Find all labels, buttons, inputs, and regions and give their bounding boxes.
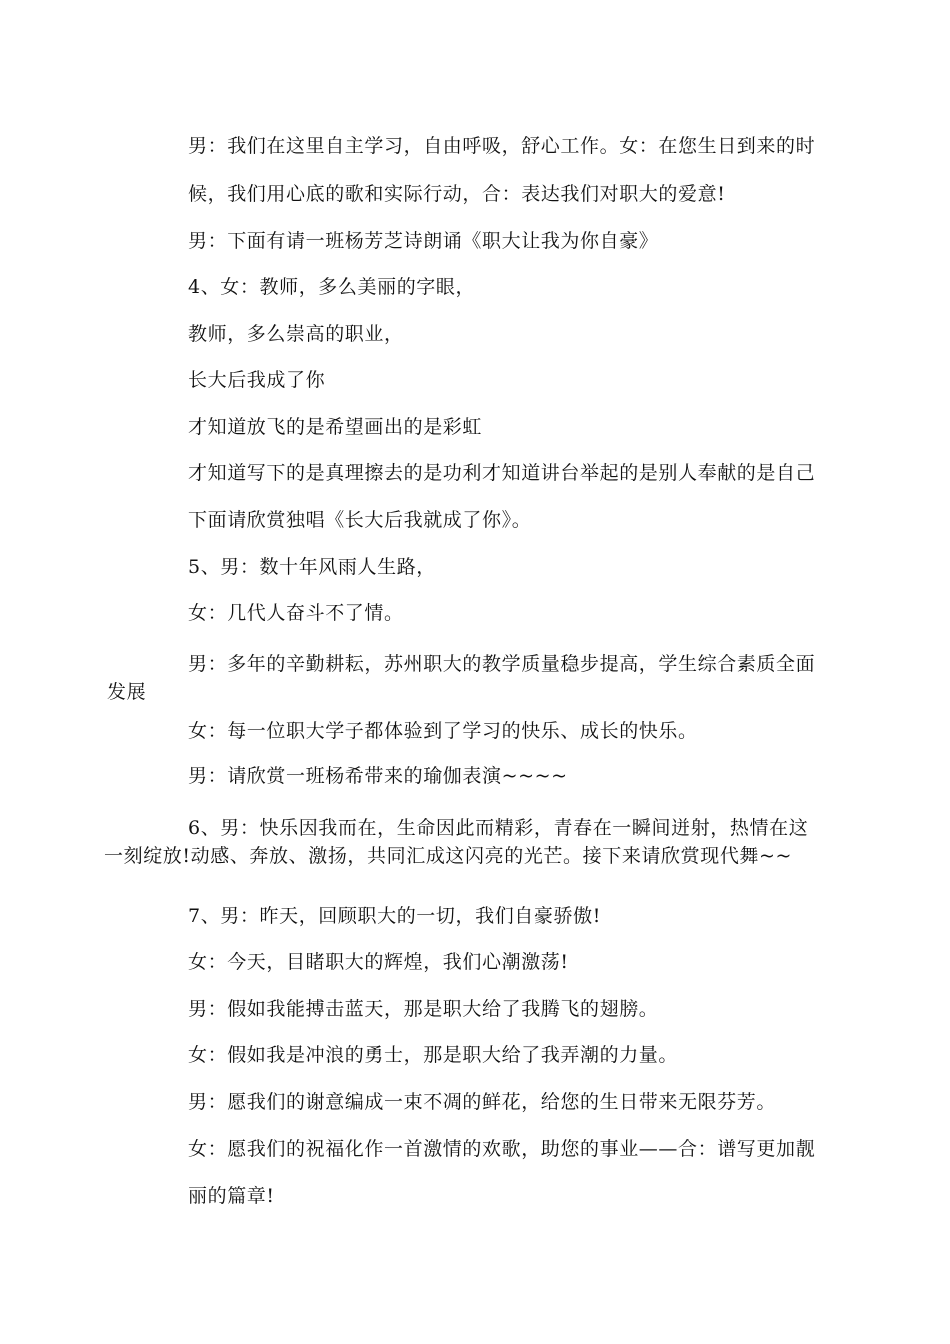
text-line: 教师，多么崇高的职业， xyxy=(188,323,404,345)
text-line: 男：下面有请一班杨芳芝诗朗诵《职大让我为你自豪》 xyxy=(188,230,659,252)
text-line: 6、男：快乐因我而在，生命因此而精彩，青春在一瞬间迸射，热情在这 xyxy=(188,817,809,839)
text-line: 女：假如我是冲浪的勇士，那是职大给了我弄潮的力量。 xyxy=(188,1044,679,1066)
text-line: 男：请欣赏一班杨希带来的瑜伽表演~~~~ xyxy=(188,765,568,787)
text-line: 才知道写下的是真理擦去的是功利才知道讲台举起的是别人奉献的是自己 xyxy=(188,462,816,484)
text-line: 男：愿我们的谢意编成一束不凋的鲜花，给您的生日带来无限芬芳。 xyxy=(188,1091,777,1113)
text-line: 5、男：数十年风雨人生路， xyxy=(188,556,436,578)
text-line: 7、男：昨天，回顾职大的一切，我们自豪骄傲! xyxy=(188,905,601,927)
text-line: 女：愿我们的祝福化作一首激情的欢歌，助您的事业——合：谱写更加靓 xyxy=(188,1138,816,1160)
text-line: 男：多年的辛勤耕耘，苏州职大的教学质量稳步提高，学生综合素质全面 xyxy=(188,653,816,675)
text-line: 一刻绽放!动感、奔放、激扬，共同汇成这闪亮的光芒。接下来请欣赏现代舞~~ xyxy=(104,845,793,867)
text-line: 4、女：教师，多么美丽的字眼， xyxy=(188,276,476,298)
text-line: 丽的篇章! xyxy=(188,1185,275,1207)
text-line: 女：几代人奋斗不了情。 xyxy=(188,602,404,624)
text-line: 女：每一位职大学子都体验到了学习的快乐、成长的快乐。 xyxy=(188,720,698,742)
text-line: 女：今天，目睹职大的辉煌，我们心潮激荡! xyxy=(188,951,569,973)
text-line: 候，我们用心底的歌和实际行动，合：表达我们对职大的爱意! xyxy=(188,183,726,205)
text-line: 发展 xyxy=(107,681,147,703)
text-line: 下面请欣赏独唱《长大后我就成了你》。 xyxy=(188,509,532,531)
text-line: 长大后我成了你 xyxy=(188,369,326,391)
text-line: 男：假如我能搏击蓝天，那是职大给了我腾飞的翅膀。 xyxy=(188,998,659,1020)
text-line: 才知道放飞的是希望画出的是彩虹 xyxy=(188,416,483,438)
text-line: 男：我们在这里自主学习，自由呼吸，舒心工作。女：在您生日到来的时 xyxy=(188,135,816,157)
